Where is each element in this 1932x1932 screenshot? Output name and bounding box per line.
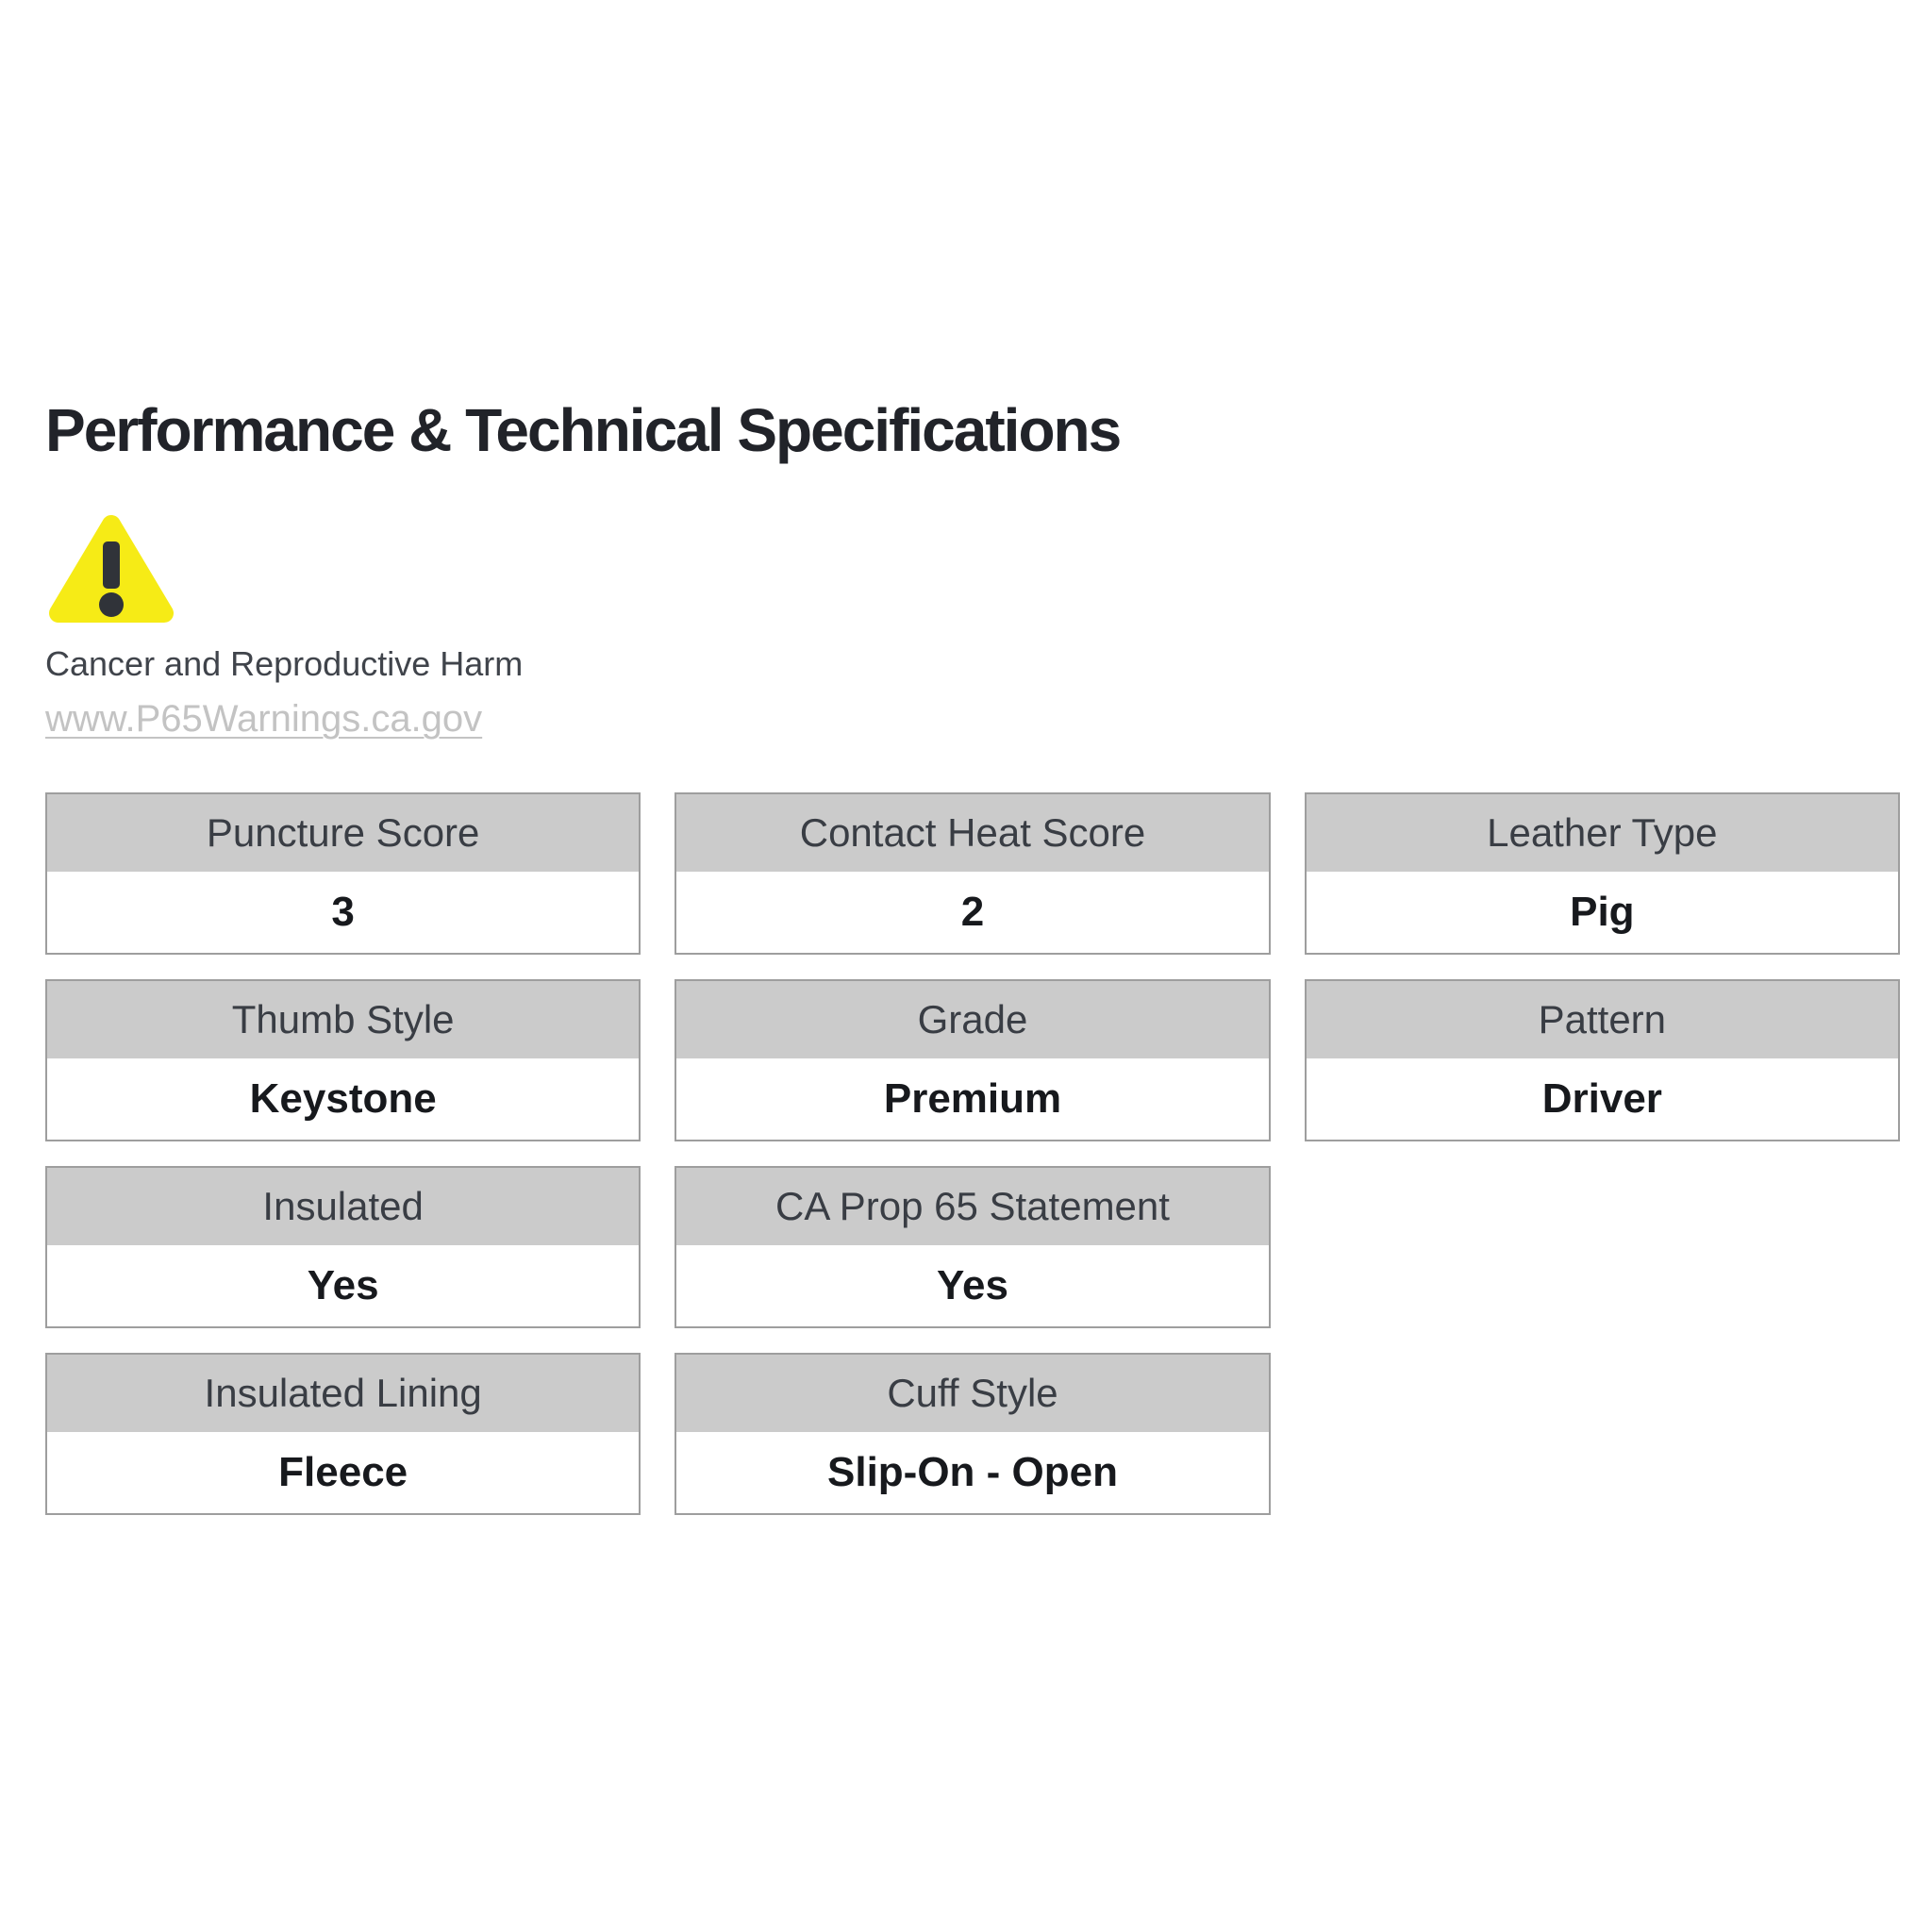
spec-label: Cuff Style <box>676 1355 1268 1432</box>
spec-label: CA Prop 65 Statement <box>676 1168 1268 1245</box>
warning-triangle-icon <box>45 508 177 628</box>
spec-card-insulated <box>45 1166 641 1328</box>
prop65-warning-block <box>45 508 1900 741</box>
spec-value: Pig <box>1307 872 1898 953</box>
spec-value: 2 <box>676 872 1268 953</box>
warning-text: Cancer and Reproductive Harm <box>45 644 524 683</box>
spec-value: Yes <box>47 1245 639 1326</box>
spec-label: Thumb Style <box>47 981 639 1058</box>
spec-card-leather-type <box>1305 792 1900 955</box>
spec-label: Insulated Lining <box>47 1355 639 1432</box>
spec-card-pattern <box>1305 979 1900 1141</box>
spec-value: Keystone <box>47 1058 639 1140</box>
specs-grid <box>45 792 1900 1515</box>
spec-label: Grade <box>676 981 1268 1058</box>
spec-value: Fleece <box>47 1432 639 1513</box>
spec-card-grade <box>675 979 1270 1141</box>
spec-label: Leather Type <box>1307 794 1898 872</box>
section-title: Performance & Technical Specifications <box>45 396 1121 464</box>
spec-label: Puncture Score <box>47 794 639 872</box>
spec-card-cuff-style <box>675 1353 1270 1515</box>
spec-card-contact-heat-score <box>675 792 1270 955</box>
spec-value: Driver <box>1307 1058 1898 1140</box>
spec-label: Pattern <box>1307 981 1898 1058</box>
spec-value: Premium <box>676 1058 1268 1140</box>
spec-card-insulated-lining <box>45 1353 641 1515</box>
spec-label: Contact Heat Score <box>676 794 1268 872</box>
spec-card-thumb-style <box>45 979 641 1141</box>
p65-warnings-link[interactable]: www.P65Warnings.ca.gov <box>45 698 483 740</box>
spec-card-ca-prop-65-statement <box>675 1166 1270 1328</box>
spec-label: Insulated <box>47 1168 639 1245</box>
spec-value: 3 <box>47 872 639 953</box>
spec-value: Slip-On - Open <box>676 1432 1268 1513</box>
spec-card-puncture-score <box>45 792 641 955</box>
spec-value: Yes <box>676 1245 1268 1326</box>
